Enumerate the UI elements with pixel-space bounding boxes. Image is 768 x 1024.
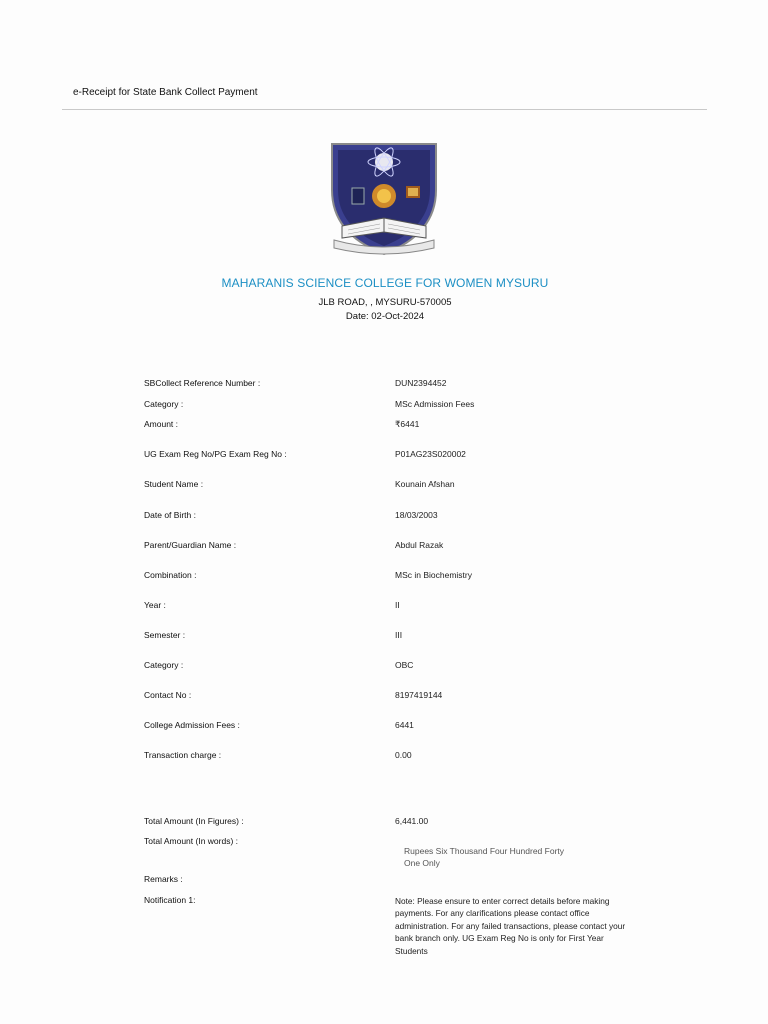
admission-fees-value: 6441 — [395, 720, 414, 730]
remarks-label: Remarks : — [144, 874, 183, 884]
total-figures-value: 6,441.00 — [395, 816, 429, 826]
header-divider — [62, 109, 707, 110]
notification-label: Notification 1: — [144, 895, 196, 905]
reg-no-label: UG Exam Reg No/PG Exam Reg No : — [144, 449, 287, 459]
combination-label: Combination : — [144, 570, 197, 580]
category-label: Category : — [144, 399, 184, 409]
transaction-charge-value: 0.00 — [395, 750, 412, 760]
semester-label: Semester : — [144, 630, 186, 640]
amount-label: Amount : — [144, 419, 179, 429]
dob-value: 18/03/2003 — [395, 510, 438, 520]
college-crest-logo — [324, 134, 444, 258]
contact-no-label: Contact No : — [144, 690, 192, 700]
student-name-label: Student Name : — [144, 479, 204, 489]
category-value: MSc Admission Fees — [395, 399, 475, 409]
contact-no-value: 8197419144 — [395, 690, 443, 700]
amount-value: ₹6441 — [395, 419, 420, 429]
total-words-label: Total Amount (In words) : — [144, 836, 239, 846]
college-name: MAHARANIS SCIENCE COLLEGE FOR WOMEN MYSURU — [221, 276, 549, 290]
ref-number-value: DUN2394452 — [395, 378, 447, 388]
total-words-value: Rupees Six Thousand Four Hundred Forty One Only — [404, 846, 565, 868]
admission-fees-label: College Admission Fees : — [144, 720, 240, 730]
semester-value: III — [395, 630, 403, 640]
category-2-value: OBC — [395, 660, 414, 670]
ref-number-label: SBCollect Reference Number : — [144, 378, 261, 388]
college-address: JLB ROAD, , MYSURU-570005 — [318, 297, 452, 308]
dob-label: Date of Birth : — [144, 510, 196, 520]
receipt-header-title: e-Receipt for State Bank Collect Payment — [73, 87, 258, 98]
student-name-value: Kounain Afshan — [395, 479, 455, 489]
combination-value: MSc in Biochemistry — [395, 570, 472, 580]
receipt-date: Date: 02-Oct-2024 — [345, 311, 425, 322]
transaction-charge-label: Transaction charge : — [144, 750, 222, 760]
parent-name-value: Abdul Razak — [395, 540, 444, 550]
notification-text: Note: Please ensure to enter correct details before making payments. For any clarifications please contact office administration. For any failed transactions, please contact your bank branch only. UG Exam Reg No is only for First Year Students — [395, 896, 626, 956]
category-2-label: Category : — [144, 660, 184, 670]
year-value: II — [395, 600, 400, 610]
total-figures-label: Total Amount (In Figures) : — [144, 816, 244, 826]
reg-no-value: P01AG23S020002 — [395, 449, 466, 459]
year-label: Year : — [144, 600, 166, 610]
parent-name-label: Parent/Guardian Name : — [144, 540, 237, 550]
